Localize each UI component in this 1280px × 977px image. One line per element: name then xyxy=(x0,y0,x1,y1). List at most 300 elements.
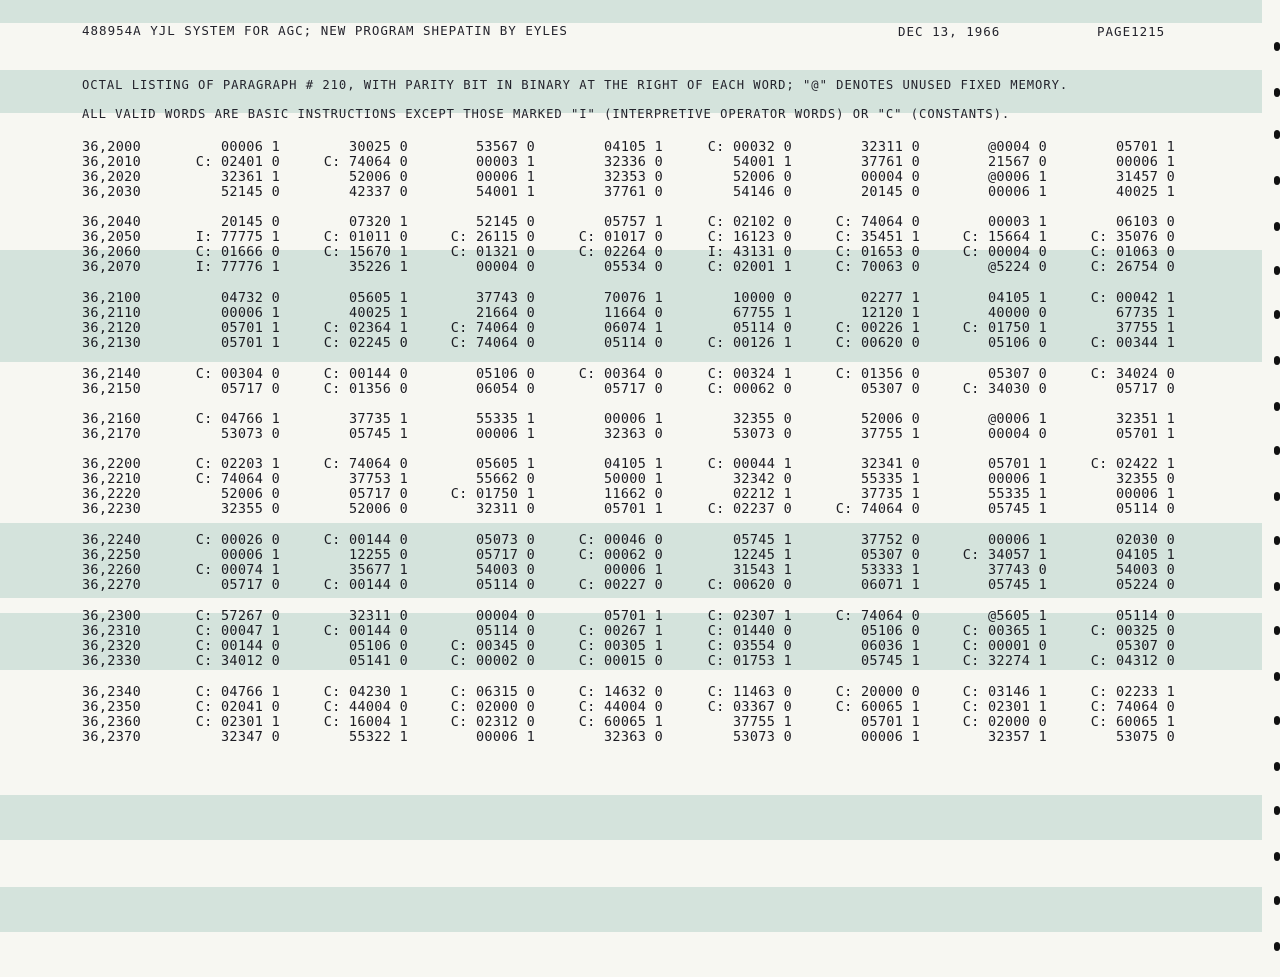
octal-word: C: 74064 0 xyxy=(1090,699,1175,715)
octal-word: C: 34030 0 xyxy=(962,381,1047,397)
octal-word: 32341 0 xyxy=(861,456,920,472)
octal-word: C: 00325 0 xyxy=(1090,623,1175,639)
octal-word: 32355 0 xyxy=(733,411,792,427)
octal-word: 21567 0 xyxy=(988,154,1047,170)
octal-word: 05605 1 xyxy=(476,456,535,472)
octal-word: 05073 0 xyxy=(476,532,535,548)
octal-word: 07320 1 xyxy=(349,214,408,230)
listing-row xyxy=(0,653,1262,668)
listing-row xyxy=(0,547,1262,562)
octal-word: 00006 1 xyxy=(988,471,1047,487)
octal-word: 04105 1 xyxy=(988,290,1047,306)
octal-word: 05745 1 xyxy=(861,653,920,669)
listing-row xyxy=(0,154,1262,169)
octal-word: 04105 1 xyxy=(604,456,663,472)
octal-word: 00006 1 xyxy=(988,184,1047,200)
sprocket-hole xyxy=(1274,222,1280,231)
row-address: 36,2030 xyxy=(82,184,141,200)
octal-word: C: 02245 0 xyxy=(323,335,408,351)
octal-word: 55322 1 xyxy=(349,729,408,745)
octal-word: 21664 0 xyxy=(476,305,535,321)
sprocket-hole xyxy=(1274,356,1280,365)
octal-word: C: 34012 0 xyxy=(195,653,280,669)
listing-row xyxy=(0,411,1262,426)
octal-word: C: 02203 1 xyxy=(195,456,280,472)
listing-row xyxy=(0,608,1262,623)
octal-word: 05745 1 xyxy=(349,426,408,442)
octal-word: 11662 0 xyxy=(604,486,663,502)
octal-word: C: 02000 0 xyxy=(962,714,1047,730)
octal-word: 31543 1 xyxy=(733,562,792,578)
octal-word: 05701 1 xyxy=(861,714,920,730)
listing-row xyxy=(0,139,1262,154)
octal-word: C: 14632 0 xyxy=(578,684,663,700)
octal-word: C: 00344 1 xyxy=(1090,335,1175,351)
octal-word: 00006 1 xyxy=(221,305,280,321)
sprocket-hole xyxy=(1274,446,1280,455)
octal-word: C: 00144 0 xyxy=(323,623,408,639)
octal-word: C: 74064 0 xyxy=(323,154,408,170)
green-bar-band xyxy=(0,795,1262,840)
row-address: 36,2270 xyxy=(82,577,141,593)
octal-word: C: 00226 1 xyxy=(835,320,920,336)
octal-word: 05114 0 xyxy=(476,577,535,593)
octal-word: C: 32274 1 xyxy=(962,653,1047,669)
octal-word: 00004 0 xyxy=(861,169,920,185)
octal-word: C: 60065 1 xyxy=(1090,714,1175,730)
octal-word: C: 74064 0 xyxy=(835,608,920,624)
listing-row xyxy=(0,729,1262,744)
listing-row xyxy=(0,699,1262,714)
listing-row xyxy=(0,623,1262,638)
octal-word: C: 60065 1 xyxy=(578,714,663,730)
octal-word: 53075 0 xyxy=(1116,729,1175,745)
octal-word: 00004 0 xyxy=(988,426,1047,442)
listing-row xyxy=(0,684,1262,699)
octal-word: C: 16004 1 xyxy=(323,714,408,730)
octal-word: C: 00015 0 xyxy=(578,653,663,669)
row-address: 36,2000 xyxy=(82,139,141,155)
octal-word: 05106 0 xyxy=(988,335,1047,351)
octal-word: 67755 1 xyxy=(733,305,792,321)
sprocket-hole xyxy=(1274,88,1280,97)
octal-word: C: 01321 0 xyxy=(450,244,535,260)
octal-word: 11664 0 xyxy=(604,305,663,321)
listing-title: 488954A YJL SYSTEM FOR AGC; NEW PROGRAM SHEPATIN BY EYLES xyxy=(82,23,568,38)
listing-row xyxy=(0,169,1262,184)
octal-word: 05224 0 xyxy=(1116,577,1175,593)
octal-word: 35677 1 xyxy=(349,562,408,578)
octal-word: C: 02001 1 xyxy=(707,259,792,275)
row-address: 36,2350 xyxy=(82,699,141,715)
octal-word: C: 00620 0 xyxy=(707,577,792,593)
sprocket-hole xyxy=(1274,266,1280,275)
row-address: 36,2020 xyxy=(82,169,141,185)
row-address: 36,2110 xyxy=(82,305,141,321)
octal-word: 00006 1 xyxy=(476,169,535,185)
octal-word: C: 00144 0 xyxy=(323,366,408,382)
octal-word: 04732 0 xyxy=(221,290,280,306)
octal-word: C: 00026 0 xyxy=(195,532,280,548)
octal-word: C: 34024 0 xyxy=(1090,366,1175,382)
page-number: PAGE1215 xyxy=(1097,24,1166,39)
octal-word: 55335 1 xyxy=(988,486,1047,502)
listing-row xyxy=(0,184,1262,199)
octal-word: @0006 1 xyxy=(988,411,1047,427)
row-address: 36,2050 xyxy=(82,229,141,245)
row-address: 36,2070 xyxy=(82,259,141,275)
octal-word: C: 34057 1 xyxy=(962,547,1047,563)
octal-word: 54003 0 xyxy=(476,562,535,578)
octal-word: C: 01666 0 xyxy=(195,244,280,260)
octal-word: 37755 1 xyxy=(733,714,792,730)
octal-word: C: 60065 1 xyxy=(835,699,920,715)
octal-word: 00006 1 xyxy=(1116,154,1175,170)
octal-word: 37761 0 xyxy=(604,184,663,200)
octal-word: 00006 1 xyxy=(988,532,1047,548)
octal-word: C: 02102 0 xyxy=(707,214,792,230)
octal-word: 05106 0 xyxy=(349,638,408,654)
octal-word: 53073 0 xyxy=(733,729,792,745)
octal-word: C: 04230 1 xyxy=(323,684,408,700)
row-address: 36,2040 xyxy=(82,214,141,230)
octal-word: I: 43131 0 xyxy=(707,244,792,260)
octal-word: C: 00046 0 xyxy=(578,532,663,548)
octal-word: C: 20000 0 xyxy=(835,684,920,700)
octal-word: 00006 1 xyxy=(604,562,663,578)
octal-word: C: 01356 0 xyxy=(323,381,408,397)
octal-word: 52006 0 xyxy=(733,169,792,185)
octal-word: 53073 0 xyxy=(221,426,280,442)
row-address: 36,2330 xyxy=(82,653,141,669)
octal-word: C: 01653 0 xyxy=(835,244,920,260)
listing-row xyxy=(0,381,1262,396)
listing-row xyxy=(0,335,1262,350)
octal-word: 67735 1 xyxy=(1116,305,1175,321)
octal-word: C: 00126 1 xyxy=(707,335,792,351)
row-address: 36,2210 xyxy=(82,471,141,487)
octal-word: C: 01063 0 xyxy=(1090,244,1175,260)
sprocket-hole xyxy=(1274,130,1280,139)
octal-word: C: 00267 1 xyxy=(578,623,663,639)
octal-word: 32351 1 xyxy=(1116,411,1175,427)
octal-word: 40000 0 xyxy=(988,305,1047,321)
octal-word: 05114 0 xyxy=(476,623,535,639)
sprocket-hole xyxy=(1274,176,1280,185)
octal-word: 05114 0 xyxy=(1116,608,1175,624)
octal-word: 05106 0 xyxy=(476,366,535,382)
octal-word: C: 00304 0 xyxy=(195,366,280,382)
row-address: 36,2230 xyxy=(82,501,141,517)
listing-row xyxy=(0,456,1262,471)
octal-word: 55662 0 xyxy=(476,471,535,487)
octal-word: 00003 1 xyxy=(988,214,1047,230)
sprocket-hole xyxy=(1274,582,1280,591)
sprocket-hole xyxy=(1274,762,1280,771)
octal-word: 20145 0 xyxy=(861,184,920,200)
octal-word: 32342 0 xyxy=(733,471,792,487)
octal-word: 10000 0 xyxy=(733,290,792,306)
sprocket-hole xyxy=(1274,42,1280,51)
row-address: 36,2060 xyxy=(82,244,141,260)
octal-word: 54001 1 xyxy=(733,154,792,170)
description-line-1: OCTAL LISTING OF PARAGRAPH # 210, WITH PARITY BIT IN BINARY AT THE RIGHT OF EACH WORD; "@" DENOTES UNUSED FIXED MEMORY. xyxy=(82,78,1069,92)
octal-word: 54001 1 xyxy=(476,184,535,200)
sprocket-hole xyxy=(1274,492,1280,501)
row-address: 36,2320 xyxy=(82,638,141,654)
octal-word: C: 01356 0 xyxy=(835,366,920,382)
row-address: 36,2100 xyxy=(82,290,141,306)
octal-word: 02277 1 xyxy=(861,290,920,306)
octal-word: 05701 1 xyxy=(1116,426,1175,442)
octal-word: 52006 0 xyxy=(861,411,920,427)
octal-word: 37761 0 xyxy=(861,154,920,170)
octal-word: C: 03367 0 xyxy=(707,699,792,715)
octal-word: 06036 1 xyxy=(861,638,920,654)
octal-word: 05114 0 xyxy=(733,320,792,336)
green-bar-band xyxy=(0,0,1262,23)
octal-word: 05307 0 xyxy=(1116,638,1175,654)
row-address: 36,2250 xyxy=(82,547,141,563)
row-address: 36,2340 xyxy=(82,684,141,700)
octal-word: 52006 0 xyxy=(349,169,408,185)
octal-word: 05534 0 xyxy=(604,259,663,275)
octal-word: C: 01017 0 xyxy=(578,229,663,245)
octal-word: C: 02401 0 xyxy=(195,154,280,170)
octal-word: 42337 0 xyxy=(349,184,408,200)
octal-word: C: 00620 0 xyxy=(835,335,920,351)
listing-row xyxy=(0,320,1262,335)
sprocket-hole xyxy=(1274,536,1280,545)
row-address: 36,2120 xyxy=(82,320,141,336)
sprocket-hole xyxy=(1274,896,1280,905)
octal-word: 37755 1 xyxy=(861,426,920,442)
octal-word: C: 74064 0 xyxy=(450,335,535,351)
octal-word: 00006 1 xyxy=(604,411,663,427)
octal-word: 32361 1 xyxy=(221,169,280,185)
octal-word: 04105 1 xyxy=(1116,547,1175,563)
octal-word: 32336 0 xyxy=(604,154,663,170)
octal-word: @5605 1 xyxy=(988,608,1047,624)
octal-word: 70076 1 xyxy=(604,290,663,306)
octal-word: 05701 1 xyxy=(1116,139,1175,155)
octal-word: C: 74064 0 xyxy=(195,471,280,487)
octal-word: 04105 1 xyxy=(604,139,663,155)
octal-word: 12245 1 xyxy=(733,547,792,563)
octal-word: C: 00004 0 xyxy=(962,244,1047,260)
octal-word: 05701 1 xyxy=(604,501,663,517)
octal-word: @0004 0 xyxy=(988,139,1047,155)
row-address: 36,2010 xyxy=(82,154,141,170)
octal-word: C: 01750 1 xyxy=(450,486,535,502)
listing-row xyxy=(0,366,1262,381)
octal-word: C: 06315 0 xyxy=(450,684,535,700)
octal-word: C: 02301 1 xyxy=(962,699,1047,715)
sprocket-hole xyxy=(1274,942,1280,951)
octal-word: C: 02422 1 xyxy=(1090,456,1175,472)
octal-word: 53073 0 xyxy=(733,426,792,442)
octal-word: 37755 1 xyxy=(1116,320,1175,336)
octal-word: 05745 1 xyxy=(988,577,1047,593)
sprocket-hole xyxy=(1274,402,1280,411)
row-address: 36,2310 xyxy=(82,623,141,639)
octal-word: 32353 0 xyxy=(604,169,663,185)
octal-word: C: 00042 1 xyxy=(1090,290,1175,306)
octal-word: 53567 0 xyxy=(476,139,535,155)
octal-word: 52145 0 xyxy=(221,184,280,200)
octal-word: C: 02237 0 xyxy=(707,501,792,517)
octal-word: 50000 1 xyxy=(604,471,663,487)
octal-word: 05717 0 xyxy=(221,577,280,593)
octal-word: 00004 0 xyxy=(476,608,535,624)
octal-word: C: 04312 0 xyxy=(1090,653,1175,669)
octal-word: C: 26754 0 xyxy=(1090,259,1175,275)
green-bar-band xyxy=(0,887,1262,932)
octal-word: 52006 0 xyxy=(349,501,408,517)
octal-word: 05307 0 xyxy=(988,366,1047,382)
octal-word: 54146 0 xyxy=(733,184,792,200)
octal-word: 05307 0 xyxy=(861,381,920,397)
octal-word: 12120 1 xyxy=(861,305,920,321)
octal-word: C: 02312 0 xyxy=(450,714,535,730)
octal-word: 35226 1 xyxy=(349,259,408,275)
octal-word: 02030 0 xyxy=(1116,532,1175,548)
octal-word: 00006 1 xyxy=(1116,486,1175,502)
listing-row xyxy=(0,214,1262,229)
sprocket-hole xyxy=(1274,806,1280,815)
octal-word: 05701 1 xyxy=(221,335,280,351)
listing-row xyxy=(0,577,1262,592)
listing-row xyxy=(0,501,1262,516)
octal-word: 05717 0 xyxy=(604,381,663,397)
octal-word: @0006 1 xyxy=(988,169,1047,185)
octal-word: 05701 1 xyxy=(604,608,663,624)
octal-word: C: 00044 1 xyxy=(707,456,792,472)
row-address: 36,2370 xyxy=(82,729,141,745)
octal-word: C: 00324 1 xyxy=(707,366,792,382)
octal-word: 37735 1 xyxy=(861,486,920,502)
listing-row xyxy=(0,532,1262,547)
row-address: 36,2300 xyxy=(82,608,141,624)
octal-word: 31457 0 xyxy=(1116,169,1175,185)
octal-word: C: 02264 0 xyxy=(578,244,663,260)
row-address: 36,2260 xyxy=(82,562,141,578)
octal-word: C: 03554 0 xyxy=(707,638,792,654)
octal-word: 32355 0 xyxy=(1116,471,1175,487)
octal-word: C: 00365 1 xyxy=(962,623,1047,639)
octal-word: C: 00364 0 xyxy=(578,366,663,382)
octal-word: 05114 0 xyxy=(604,335,663,351)
octal-word: 06071 1 xyxy=(861,577,920,593)
row-address: 36,2220 xyxy=(82,486,141,502)
octal-word: 37735 1 xyxy=(349,411,408,427)
row-address: 36,2130 xyxy=(82,335,141,351)
octal-word: C: 02000 0 xyxy=(450,699,535,715)
sprocket-hole xyxy=(1274,310,1280,319)
octal-word: C: 02307 1 xyxy=(707,608,792,624)
octal-word: 00003 1 xyxy=(476,154,535,170)
octal-word: 06074 1 xyxy=(604,320,663,336)
octal-word: C: 00062 0 xyxy=(707,381,792,397)
row-address: 36,2360 xyxy=(82,714,141,730)
octal-word: 02212 1 xyxy=(733,486,792,502)
octal-word: C: 01753 1 xyxy=(707,653,792,669)
octal-word: C: 00227 0 xyxy=(578,577,663,593)
octal-word: C: 00074 1 xyxy=(195,562,280,578)
octal-word: C: 00001 0 xyxy=(962,638,1047,654)
octal-word: C: 00144 0 xyxy=(323,577,408,593)
octal-word: C: 00062 0 xyxy=(578,547,663,563)
octal-word: 32355 0 xyxy=(221,501,280,517)
row-address: 36,2240 xyxy=(82,532,141,548)
octal-word: @5224 0 xyxy=(988,259,1047,275)
octal-word: 00006 1 xyxy=(476,426,535,442)
octal-word: 06054 0 xyxy=(476,381,535,397)
octal-word: 05717 0 xyxy=(349,486,408,502)
octal-word: 00006 1 xyxy=(861,729,920,745)
octal-word: 32347 0 xyxy=(221,729,280,745)
listing-row xyxy=(0,486,1262,501)
octal-word: C: 01750 1 xyxy=(962,320,1047,336)
octal-word: 05717 0 xyxy=(221,381,280,397)
octal-word: C: 74064 0 xyxy=(835,214,920,230)
octal-word: C: 35451 1 xyxy=(835,229,920,245)
octal-word: 32363 0 xyxy=(604,426,663,442)
octal-word: 05717 0 xyxy=(1116,381,1175,397)
octal-word: 05141 0 xyxy=(349,653,408,669)
row-address: 36,2160 xyxy=(82,411,141,427)
octal-word: 55335 1 xyxy=(476,411,535,427)
octal-word: 00006 1 xyxy=(221,139,280,155)
octal-word: 05717 0 xyxy=(476,547,535,563)
octal-word: 40025 1 xyxy=(1116,184,1175,200)
octal-word: C: 01011 0 xyxy=(323,229,408,245)
octal-word: I: 77775 1 xyxy=(195,229,280,245)
octal-word: 54003 0 xyxy=(1116,562,1175,578)
octal-word: C: 35076 0 xyxy=(1090,229,1175,245)
octal-word: C: 02041 0 xyxy=(195,699,280,715)
octal-word: 32311 0 xyxy=(861,139,920,155)
octal-word: C: 70063 0 xyxy=(835,259,920,275)
octal-word: 53333 1 xyxy=(861,562,920,578)
octal-word: 32357 1 xyxy=(988,729,1047,745)
octal-word: C: 04766 1 xyxy=(195,684,280,700)
sprocket-hole xyxy=(1274,626,1280,635)
octal-word: 20145 0 xyxy=(221,214,280,230)
octal-word: 05106 0 xyxy=(861,623,920,639)
octal-word: C: 02364 1 xyxy=(323,320,408,336)
octal-word: C: 04766 1 xyxy=(195,411,280,427)
octal-word: 52145 0 xyxy=(476,214,535,230)
octal-word: 37752 0 xyxy=(861,532,920,548)
octal-word: C: 44004 0 xyxy=(578,699,663,715)
sprocket-hole xyxy=(1274,852,1280,861)
octal-word: C: 26115 0 xyxy=(450,229,535,245)
octal-word: C: 00305 1 xyxy=(578,638,663,654)
octal-word: C: 00032 0 xyxy=(707,139,792,155)
listing-row xyxy=(0,426,1262,441)
octal-word: 40025 1 xyxy=(349,305,408,321)
octal-word: 00006 1 xyxy=(476,729,535,745)
octal-word: 05701 1 xyxy=(221,320,280,336)
octal-word: 30025 0 xyxy=(349,139,408,155)
octal-word: 00004 0 xyxy=(476,259,535,275)
octal-word: 05745 1 xyxy=(733,532,792,548)
octal-word: C: 03146 1 xyxy=(962,684,1047,700)
row-address: 36,2200 xyxy=(82,456,141,472)
listing-date: DEC 13, 1966 xyxy=(898,24,1001,39)
listing-row xyxy=(0,229,1262,244)
